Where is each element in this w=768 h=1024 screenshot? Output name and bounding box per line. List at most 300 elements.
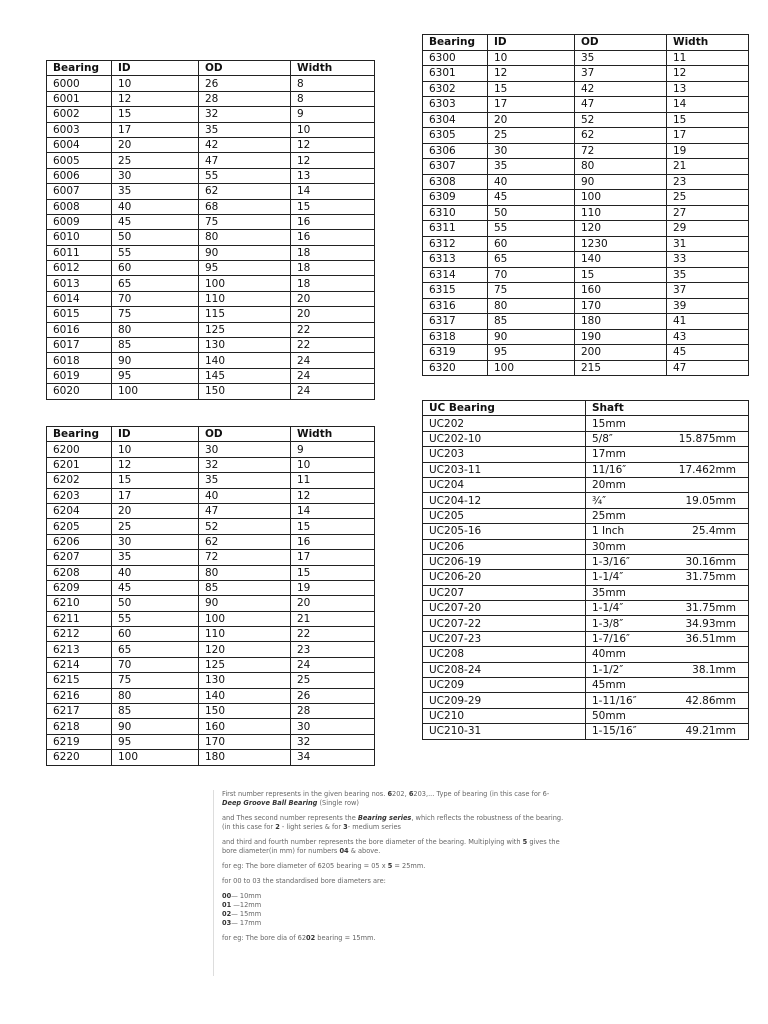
cell-id: 90	[112, 353, 199, 368]
cell-od: 110	[199, 627, 291, 642]
cell-bearing: 6007	[47, 184, 112, 199]
table-row	[423, 190, 749, 206]
cell-bearing: 6309	[423, 190, 488, 206]
cell-bearing: 6303	[423, 97, 488, 113]
cell-bearing: 6014	[47, 291, 112, 306]
shaft-mm: 38.1mm	[692, 663, 736, 676]
cell-bearing: 6317	[423, 314, 488, 330]
cell-id: 15	[488, 81, 575, 97]
cell-id: 45	[112, 214, 199, 229]
cell-od: 80	[199, 230, 291, 245]
cell-shaft	[586, 416, 749, 431]
table-row	[423, 693, 749, 708]
table-row	[47, 473, 375, 488]
cell-id: 45	[488, 190, 575, 206]
cell-id: 80	[112, 322, 199, 337]
cell-od: 200	[575, 345, 667, 361]
cell-width: 18	[291, 276, 375, 291]
cell-bearing: 6208	[47, 565, 112, 580]
table-row	[423, 724, 749, 739]
table-header-row	[47, 61, 375, 76]
cell-od: 80	[575, 159, 667, 175]
table-row	[47, 750, 375, 765]
cell-width: 16	[291, 534, 375, 549]
cell-id: 17	[112, 122, 199, 137]
cell-od: 140	[199, 688, 291, 703]
table-row	[47, 642, 375, 657]
cell-width: 21	[667, 159, 749, 175]
table-row	[47, 261, 375, 276]
table-row	[423, 143, 749, 159]
table-row	[423, 267, 749, 283]
cell-width: 43	[667, 329, 749, 345]
cell-id: 60	[112, 627, 199, 642]
cell-width: 29	[667, 221, 749, 237]
cell-width: 15	[667, 112, 749, 128]
cell-bearing: 6020	[47, 384, 112, 399]
cell-bearing: 6218	[47, 719, 112, 734]
cell-id: 55	[112, 245, 199, 260]
header-shaft: Shaft	[586, 401, 749, 416]
header-od: OD	[575, 35, 667, 51]
shaft-size: 40mm	[592, 648, 626, 661]
shaft-size: 1-1/4″	[592, 602, 624, 615]
table-row	[423, 631, 749, 646]
table-row	[423, 570, 749, 585]
cell-width: 8	[291, 76, 375, 91]
cell-width: 37	[667, 283, 749, 299]
cell-od: 120	[575, 221, 667, 237]
cell-width: 10	[291, 122, 375, 137]
table-row	[423, 708, 749, 723]
cell-width: 9	[291, 107, 375, 122]
cell-bearing: 6206	[47, 534, 112, 549]
table-row	[47, 673, 375, 688]
cell-od: 55	[199, 168, 291, 183]
table-row	[423, 314, 749, 330]
cell-id: 35	[112, 550, 199, 565]
cell-width: 34	[291, 750, 375, 765]
cell-id: 40	[488, 174, 575, 190]
list-item: 00— 10mm	[222, 892, 262, 900]
cell-width: 25	[667, 190, 749, 206]
shaft-size: 1-7/16″	[592, 633, 630, 646]
table-row	[423, 298, 749, 314]
table-row	[47, 565, 375, 580]
cell-shaft	[586, 693, 749, 708]
cell-od: 85	[199, 580, 291, 595]
cell-uc-bearing: UC202-10	[423, 431, 586, 446]
table-row	[423, 678, 749, 693]
cell-width: 11	[291, 473, 375, 488]
table-row	[47, 368, 375, 383]
cell-od: 95	[199, 261, 291, 276]
cell-id: 70	[112, 291, 199, 306]
table-uc-bearing	[422, 400, 749, 740]
cell-od: 110	[575, 205, 667, 221]
cell-id: 20	[112, 503, 199, 518]
cell-width: 32	[291, 734, 375, 749]
cell-shaft	[586, 462, 749, 477]
cell-shaft	[586, 539, 749, 554]
header-bearing: Bearing	[47, 61, 112, 76]
cell-width: 23	[291, 642, 375, 657]
cell-bearing: 6213	[47, 642, 112, 657]
cell-width: 12	[291, 153, 375, 168]
table-row	[423, 50, 749, 66]
cell-id: 55	[488, 221, 575, 237]
cell-width: 13	[291, 168, 375, 183]
cell-shaft	[586, 570, 749, 585]
table-header-row	[423, 401, 749, 416]
cell-od: 32	[199, 457, 291, 472]
cell-id: 25	[112, 519, 199, 534]
table-row	[423, 462, 749, 477]
cell-id: 20	[488, 112, 575, 128]
cell-bearing: 6301	[423, 66, 488, 82]
note-paragraph-1: First number represents in the given bearing nos. 6202, 6203,... Type of bearing (in this case for 6- Deep Groove Ball Bearing (Single row)	[222, 790, 550, 807]
header-id: ID	[488, 35, 575, 51]
cell-width: 22	[291, 322, 375, 337]
cell-width: 11	[667, 50, 749, 66]
cell-id: 75	[488, 283, 575, 299]
table-6200-series	[46, 426, 375, 766]
cell-od: 47	[199, 503, 291, 518]
note-paragraph-3: and third and fourth number represents the bore diameter of the bearing. Multiplying with 5 gives the bore diameter(in mm) for numbers 04 & above.	[222, 838, 560, 855]
table-row	[47, 137, 375, 152]
table-row	[423, 647, 749, 662]
cell-uc-bearing: UC204	[423, 477, 586, 492]
cell-id: 65	[488, 252, 575, 268]
cell-od: 62	[575, 128, 667, 144]
cell-od: 130	[199, 673, 291, 688]
cell-od: 62	[199, 184, 291, 199]
table-row	[47, 230, 375, 245]
table-row	[47, 488, 375, 503]
shaft-size: 30mm	[592, 540, 626, 553]
cell-id: 95	[488, 345, 575, 361]
header-od: OD	[199, 427, 291, 442]
cell-id: 30	[112, 534, 199, 549]
table-row	[47, 338, 375, 353]
cell-id: 90	[112, 719, 199, 734]
cell-id: 30	[112, 168, 199, 183]
cell-uc-bearing: UC209-29	[423, 693, 586, 708]
cell-id: 50	[112, 230, 199, 245]
table-row	[47, 168, 375, 183]
cell-width: 20	[291, 596, 375, 611]
cell-bearing: 6016	[47, 322, 112, 337]
table-row	[47, 442, 375, 457]
cell-od: 170	[575, 298, 667, 314]
table-row	[47, 91, 375, 106]
cell-width: 23	[667, 174, 749, 190]
shaft-size: 45mm	[592, 679, 626, 692]
cell-bearing: 6214	[47, 657, 112, 672]
cell-bearing: 6009	[47, 214, 112, 229]
note-example-1: for eg: The bore diameter of 6205 bearing = 05 x 5 = 25mm.	[222, 862, 426, 870]
cell-uc-bearing: UC207-20	[423, 601, 586, 616]
table-row	[47, 657, 375, 672]
cell-width: 47	[667, 360, 749, 376]
cell-od: 62	[199, 534, 291, 549]
table-row	[47, 534, 375, 549]
shaft-mm: 36.51mm	[685, 633, 736, 646]
cell-width: 15	[291, 199, 375, 214]
table-row	[423, 283, 749, 299]
cell-width: 22	[291, 627, 375, 642]
cell-od: 75	[199, 214, 291, 229]
note-paragraph-2: and Thes second number represents the Bearing series, which reflects the robustness of the bearing.(in this case for 2 - light series & for 3- medium series	[222, 814, 564, 831]
cell-width: 39	[667, 298, 749, 314]
shaft-mm: 31.75mm	[685, 571, 736, 584]
cell-id: 95	[112, 368, 199, 383]
table-row	[423, 524, 749, 539]
cell-uc-bearing: UC210-31	[423, 724, 586, 739]
table-row	[47, 76, 375, 91]
shaft-mm: 30.16mm	[685, 556, 736, 569]
table-row	[47, 214, 375, 229]
cell-bearing: 6210	[47, 596, 112, 611]
shaft-size: 25mm	[592, 509, 626, 522]
shaft-mm: 15.875mm	[678, 432, 736, 445]
cell-id: 65	[112, 276, 199, 291]
cell-width: 13	[667, 81, 749, 97]
table-row	[47, 580, 375, 595]
cell-width: 16	[291, 230, 375, 245]
cell-uc-bearing: UC204-12	[423, 493, 586, 508]
cell-width: 20	[291, 307, 375, 322]
table-row	[423, 616, 749, 631]
cell-shaft	[586, 447, 749, 462]
table-row	[47, 291, 375, 306]
table-row	[47, 107, 375, 122]
cell-uc-bearing: UC209	[423, 678, 586, 693]
cell-id: 80	[488, 298, 575, 314]
cell-id: 50	[112, 596, 199, 611]
cell-bearing: 6003	[47, 122, 112, 137]
cell-id: 30	[488, 143, 575, 159]
cell-shaft	[586, 585, 749, 600]
cell-od: 47	[199, 153, 291, 168]
cell-uc-bearing: UC206-20	[423, 570, 586, 585]
header-id: ID	[112, 427, 199, 442]
shaft-size: 50mm	[592, 710, 626, 722]
table-row	[47, 550, 375, 565]
header-width: Width	[291, 61, 375, 76]
cell-id: 12	[112, 457, 199, 472]
cell-od: 42	[199, 137, 291, 152]
table-row	[423, 431, 749, 446]
cell-od: 15	[575, 267, 667, 283]
table-row	[47, 307, 375, 322]
table-row	[423, 221, 749, 237]
table-row	[47, 276, 375, 291]
cell-bearing: 6311	[423, 221, 488, 237]
cell-bearing: 6204	[47, 503, 112, 518]
note-example-2: for eg: The bore dia of 6202 bearing = 15mm.	[222, 934, 376, 942]
cell-bearing: 6310	[423, 205, 488, 221]
table-row	[423, 159, 749, 175]
cell-bearing: 6013	[47, 276, 112, 291]
shaft-mm: 31.75mm	[685, 602, 736, 615]
cell-uc-bearing: UC206-19	[423, 554, 586, 569]
cell-od: 140	[199, 353, 291, 368]
table-row	[423, 416, 749, 431]
cell-bearing: 6212	[47, 627, 112, 642]
table-row	[47, 353, 375, 368]
table-row	[47, 503, 375, 518]
cell-id: 75	[112, 307, 199, 322]
cell-width: 15	[291, 519, 375, 534]
bearing-number-notes	[213, 790, 567, 976]
cell-width: 25	[291, 673, 375, 688]
cell-bearing: 6302	[423, 81, 488, 97]
cell-shaft	[586, 708, 749, 723]
shaft-size: 1-15/16″	[592, 725, 637, 738]
cell-uc-bearing: UC205	[423, 508, 586, 523]
cell-width: 19	[667, 143, 749, 159]
header-width: Width	[667, 35, 749, 51]
cell-width: 24	[291, 368, 375, 383]
cell-od: 160	[575, 283, 667, 299]
cell-bearing: 6314	[423, 267, 488, 283]
cell-bearing: 6015	[47, 307, 112, 322]
table-row	[47, 704, 375, 719]
shaft-size: 1-1/4″	[592, 571, 624, 584]
cell-od: 68	[199, 199, 291, 214]
cell-width: 18	[291, 261, 375, 276]
cell-shaft	[586, 554, 749, 569]
cell-od: 72	[575, 143, 667, 159]
shaft-size: 15mm	[592, 417, 626, 430]
cell-bearing: 6318	[423, 329, 488, 345]
shaft-size: 1-3/16″	[592, 556, 630, 569]
cell-width: 8	[291, 91, 375, 106]
cell-width: 41	[667, 314, 749, 330]
shaft-size: 11/16″	[592, 463, 627, 476]
cell-od: 115	[199, 307, 291, 322]
cell-width: 21	[291, 611, 375, 626]
cell-id: 85	[488, 314, 575, 330]
cell-bearing: 6308	[423, 174, 488, 190]
table-row	[423, 360, 749, 376]
cell-shaft	[586, 601, 749, 616]
cell-bearing: 6001	[47, 91, 112, 106]
shaft-size: 17mm	[592, 448, 626, 461]
cell-bearing: 6203	[47, 488, 112, 503]
cell-od: 90	[199, 596, 291, 611]
shaft-size: 20mm	[592, 479, 626, 492]
cell-bearing: 6215	[47, 673, 112, 688]
cell-od: 110	[199, 291, 291, 306]
cell-width: 24	[291, 384, 375, 399]
cell-width: 10	[291, 457, 375, 472]
cell-bearing: 6002	[47, 107, 112, 122]
table-row	[47, 184, 375, 199]
table-row	[423, 329, 749, 345]
note-paragraph-5: for 00 to 03 the standardised bore diameters are:	[222, 877, 386, 885]
cell-od: 32	[199, 107, 291, 122]
cell-id: 17	[488, 97, 575, 113]
cell-width: 16	[291, 214, 375, 229]
cell-id: 80	[112, 688, 199, 703]
list-item: 01 —12mm	[222, 901, 262, 909]
cell-shaft	[586, 431, 749, 446]
cell-od: 37	[575, 66, 667, 82]
cell-bearing: 6316	[423, 298, 488, 314]
cell-width: 28	[291, 704, 375, 719]
cell-width: 14	[291, 184, 375, 199]
cell-shaft	[586, 647, 749, 662]
cell-shaft	[586, 477, 749, 492]
cell-od: 125	[199, 322, 291, 337]
cell-id: 25	[488, 128, 575, 144]
cell-od: 35	[575, 50, 667, 66]
cell-od: 1230	[575, 236, 667, 252]
cell-id: 10	[112, 442, 199, 457]
table-row	[423, 205, 749, 221]
cell-shaft	[586, 678, 749, 693]
cell-uc-bearing: UC203	[423, 447, 586, 462]
cell-od: 100	[199, 611, 291, 626]
cell-id: 40	[112, 199, 199, 214]
cell-shaft	[586, 724, 749, 739]
cell-id: 85	[112, 338, 199, 353]
table-row	[47, 153, 375, 168]
cell-bearing: 6012	[47, 261, 112, 276]
cell-id: 90	[488, 329, 575, 345]
shaft-size: 1-3/8″	[592, 617, 624, 630]
cell-width: 12	[291, 488, 375, 503]
header-width: Width	[291, 427, 375, 442]
cell-width: 17	[667, 128, 749, 144]
cell-id: 60	[112, 261, 199, 276]
cell-od: 72	[199, 550, 291, 565]
table-row	[47, 122, 375, 137]
cell-od: 80	[199, 565, 291, 580]
cell-id: 20	[112, 137, 199, 152]
cell-od: 145	[199, 368, 291, 383]
cell-width: 20	[291, 291, 375, 306]
table-row	[47, 688, 375, 703]
cell-od: 100	[199, 276, 291, 291]
cell-od: 160	[199, 719, 291, 734]
cell-id: 100	[112, 384, 199, 399]
cell-uc-bearing: UC208	[423, 647, 586, 662]
cell-id: 35	[112, 184, 199, 199]
table-row	[423, 539, 749, 554]
table-row	[423, 601, 749, 616]
shaft-mm: 42.86mm	[685, 694, 736, 707]
table-row	[47, 384, 375, 399]
cell-bearing: 6205	[47, 519, 112, 534]
cell-width: 30	[291, 719, 375, 734]
cell-width: 19	[291, 580, 375, 595]
cell-od: 52	[575, 112, 667, 128]
cell-od: 150	[199, 704, 291, 719]
shaft-size: 5/8″	[592, 432, 613, 445]
cell-bearing: 6008	[47, 199, 112, 214]
cell-shaft	[586, 616, 749, 631]
table-row	[423, 345, 749, 361]
table-row	[47, 719, 375, 734]
cell-width: 17	[291, 550, 375, 565]
cell-id: 12	[488, 66, 575, 82]
cell-bearing: 6304	[423, 112, 488, 128]
shaft-mm: 17.462mm	[678, 463, 736, 476]
table-row	[423, 252, 749, 268]
